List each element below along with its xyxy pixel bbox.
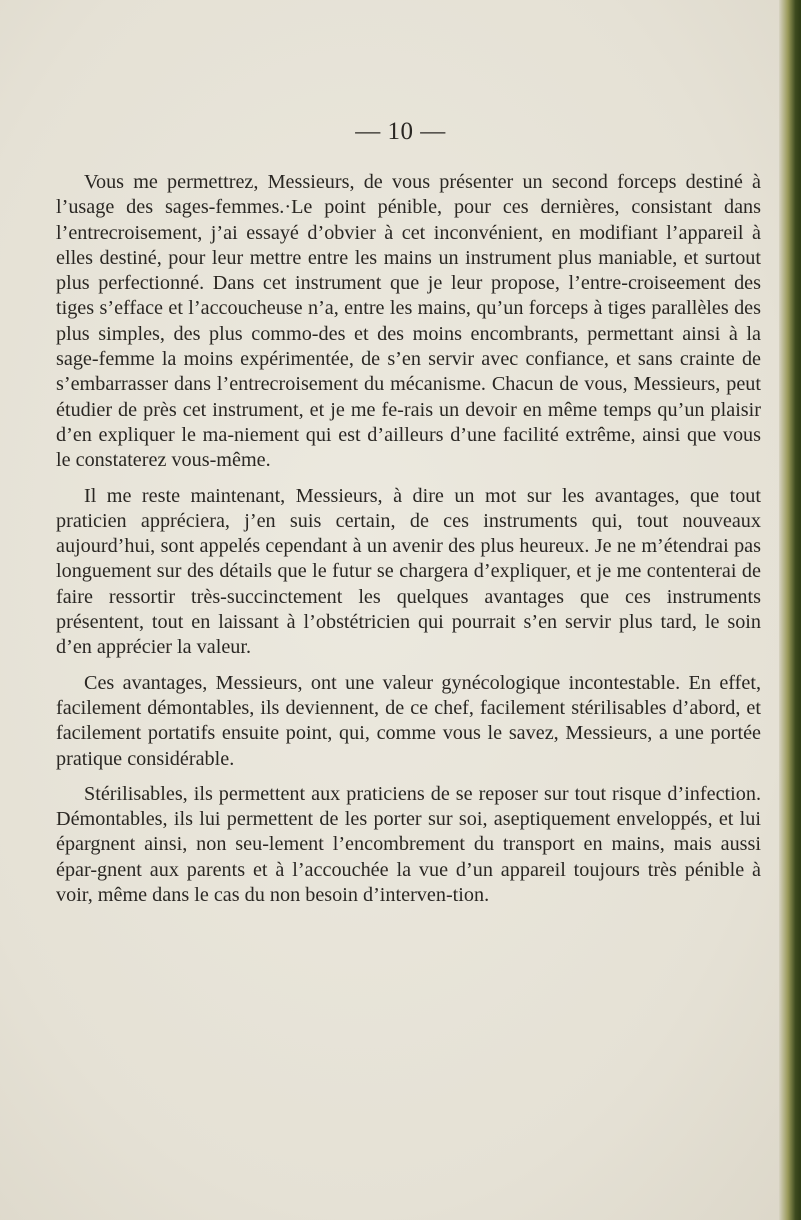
paragraph: Il me reste maintenant, Messieurs, à dire un mot sur les avantages, que tout praticien appréciera, j’en suis certain, de ces instruments qui, tout nouveaux aujourd’hui, sont appelés cependant à un avenir des plus heureux. Je ne m’étendrai pas longuement sur des détails que le futur se chargera d’expliquer, et je me contenterai de faire ressortir très-succinctement les quelques avantages que ces instruments présentent, tout en laissant à l’obstétricien qui pourrait s’en servir plus tard, le soin d’en apprécier la valeur.: [56, 484, 761, 659]
paragraph: Stérilisables, ils permettent aux praticiens de se reposer sur tout risque d’infection. Démontables, ils lui permettent de les porter sur soi, aseptiquement enveloppés, et lui épargnent ainsi, non seu-lement l’encombrement du transport en mains, mais aussi épar-gnent aux parents et à l’accouchée la vue d’un appareil toujours très pénible à voir, même dans le cas du non besoin d’interven-tion.: [56, 782, 761, 907]
paragraph: Vous me permettrez, Messieurs, de vous présenter un second forceps destiné à l’usage des sages-femmes.·Le point pénible, pour ces dernières, consistant dans l’entrecroisement, j’ai essayé d’obvier à cet inconvénient, en modifiant l’appareil à elles destiné, pour leur mettre entre les mains un instrument plus maniable, et surtout plus perfectionné. Dans cet instrument que je leur propose, l’entre-croiseement des tiges s’efface et l’accoucheuse n’a, entre les mains, qu’un forceps à tiges parallèles des plus simples, des plus commo-des et des moins encombrants, permettant ainsi à la sage-femme la moins expérimentée, de s’en servir avec confiance, et sans crainte de s’embarrasser dans l’entrecroisement du mécanisme. Chacun de vous, Messieurs, peut étudier de près cet instrument, et je me fe-rais un devoir en même temps qu’un plaisir d’en expliquer le ma-niement qui est d’ailleurs d’une facilité extrême, ainsi que vous le constaterez vous-même.: [56, 171, 761, 472]
book-edge-shadow: [779, 0, 801, 1220]
body-text: [56, 170, 761, 918]
paragraph: Ces avantages, Messieurs, ont une valeur gynécologique incontestable. En effet, facilement démontables, ils deviennent, de ce chef, facilement stérilisables d’abord, et facilement portatifs ensuite point, qui, comme vous le savez, Messieurs, a une portée pratique considérable.: [56, 671, 761, 770]
page-number: — 10 —: [355, 118, 446, 145]
